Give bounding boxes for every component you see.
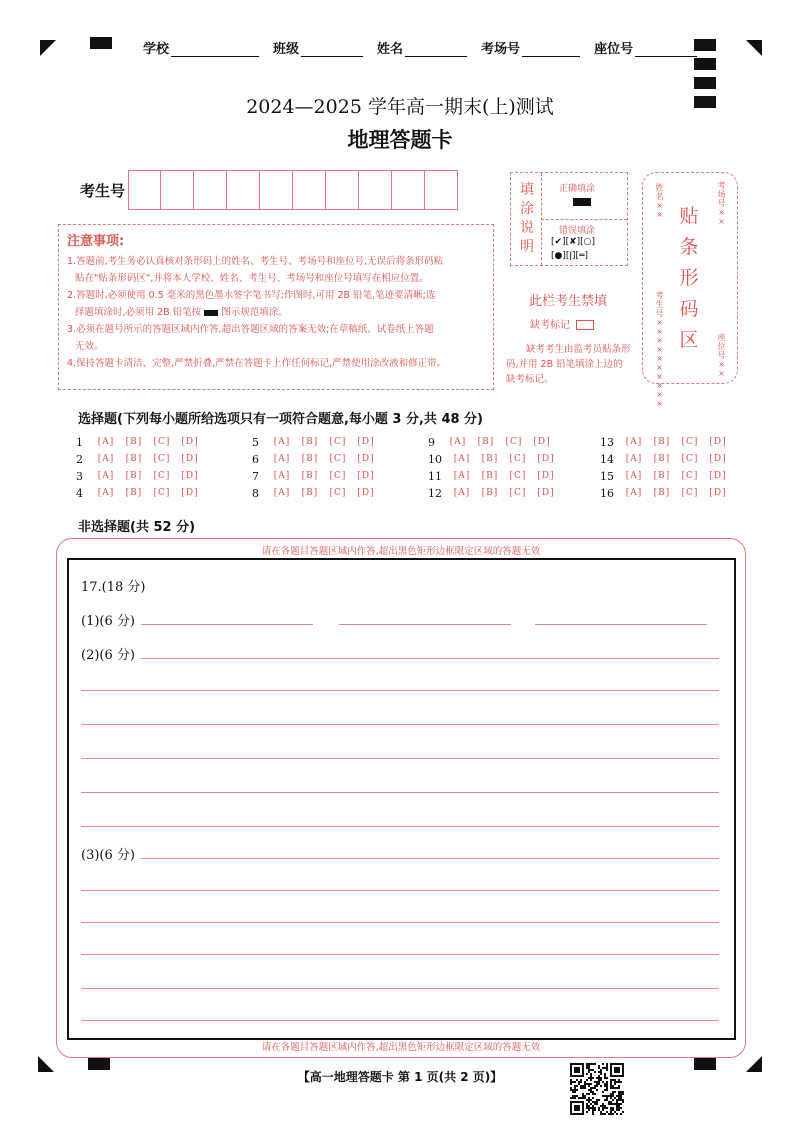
field-label: 姓名	[377, 42, 404, 57]
q17-part2-label: (2)(6 分)	[81, 648, 135, 663]
answer-line[interactable]	[81, 890, 719, 891]
choice-bubble[interactable]: [B]	[653, 488, 671, 498]
answer-line[interactable]	[81, 826, 719, 827]
corner-mark-tl	[40, 40, 56, 56]
choice-bubble[interactable]: [C]	[153, 454, 171, 464]
choice-bubble[interactable]: [C]	[329, 471, 347, 481]
notice-line: 择题填涂时,必须用 2B 铅笔按	[75, 307, 202, 318]
q17-part3-label: (3)(6 分)	[81, 848, 135, 863]
choice-bubble[interactable]: [A]	[453, 471, 471, 481]
question-number: 6	[252, 452, 259, 466]
answer-line[interactable]	[81, 792, 719, 793]
choice-bubble[interactable]: [A]	[449, 437, 467, 447]
choice-bubble[interactable]: [B]	[653, 454, 671, 464]
choice-bubble[interactable]: [B]	[125, 454, 143, 464]
answer-line[interactable]	[81, 690, 719, 691]
wrong-fill-icon: [✔][✘][○] [●][ǀ][═]	[551, 237, 596, 261]
choice-bubble[interactable]: [C]	[681, 471, 699, 481]
choice-bubble[interactable]: [A]	[625, 437, 643, 447]
timing-mark	[90, 37, 112, 49]
choice-bubble[interactable]: [B]	[481, 471, 499, 481]
absent-mark-label: 缺考标记	[530, 320, 570, 331]
choice-bubble[interactable]: [D]	[181, 471, 199, 481]
notice-box	[58, 224, 494, 390]
question-number: 3	[76, 469, 83, 483]
page-footer: 【高一地理答题卡 第 1 页(共 2 页)】	[297, 1070, 503, 1084]
mc-question-row	[428, 468, 560, 484]
choice-bubble[interactable]: [B]	[125, 488, 143, 498]
mc-question-row	[252, 451, 380, 467]
choice-bubble[interactable]: [C]	[153, 437, 171, 447]
choice-bubble[interactable]: [D]	[709, 437, 727, 447]
question-number: 7	[252, 469, 259, 483]
correct-fill-icon	[573, 198, 591, 206]
choice-bubble[interactable]: [C]	[509, 488, 527, 498]
choice-bubble[interactable]: [D]	[709, 454, 727, 464]
answer-line[interactable]	[141, 858, 719, 859]
choice-bubble[interactable]: [D]	[181, 437, 199, 447]
choice-bubble[interactable]: [B]	[125, 471, 143, 481]
choice-bubble[interactable]: [D]	[357, 471, 375, 481]
answer-line[interactable]	[339, 624, 511, 625]
choice-bubble[interactable]: [A]	[453, 488, 471, 498]
choice-bubble[interactable]: [C]	[153, 471, 171, 481]
choice-bubble[interactable]: [D]	[181, 454, 199, 464]
notice-title: 注意事项:	[67, 234, 125, 249]
choice-bubble[interactable]: [D]	[533, 437, 551, 447]
choice-bubble[interactable]: [B]	[477, 437, 495, 447]
answer-line[interactable]	[141, 658, 719, 659]
choice-bubble[interactable]: [B]	[653, 437, 671, 447]
mc-question-row	[600, 434, 732, 450]
question-number: 11	[428, 469, 442, 483]
question-number: 14	[600, 452, 614, 466]
choice-bubble[interactable]: [C]	[681, 437, 699, 447]
mc-question-row	[428, 434, 556, 450]
mc-question-row	[600, 451, 732, 467]
question-number: 16	[600, 486, 614, 500]
choice-bubble[interactable]: [C]	[509, 454, 527, 464]
barcode-title: 贴条形码区	[679, 205, 699, 351]
answer-line[interactable]	[81, 954, 719, 955]
choice-bubble[interactable]: [B]	[481, 488, 499, 498]
question-number: 8	[252, 486, 259, 500]
notice-line: 图示规范填涂。	[221, 307, 288, 318]
filled-mark-icon	[204, 310, 218, 316]
choice-bubble[interactable]: [C]	[505, 437, 523, 447]
barcode-student-no: 考生号××××××××××	[655, 291, 664, 408]
question-number: 15	[600, 469, 614, 483]
question-number: 4	[76, 486, 83, 500]
question-number: 9	[428, 435, 435, 449]
answer-line[interactable]	[81, 1020, 719, 1021]
absent-checkbox[interactable]	[576, 320, 594, 330]
choice-bubble[interactable]: [D]	[537, 488, 555, 498]
mc-question-row	[600, 485, 732, 501]
essay-section-title: 非选择题(共 52 分)	[78, 520, 196, 535]
school-field[interactable]	[143, 38, 259, 57]
notice-line: 4.保持答题卡清洁、完整,严禁折叠,严禁在答题卡上作任何标记,严禁使用涂改液和修正带。	[67, 358, 447, 369]
choice-bubble[interactable]: [B]	[301, 488, 319, 498]
page-title: 2024—2025 学年高一期末(上)测试	[246, 96, 554, 118]
barcode-area	[642, 172, 738, 408]
choice-bubble[interactable]: [C]	[681, 488, 699, 498]
mc-question-row	[428, 485, 560, 501]
choice-bubble[interactable]: [C]	[681, 454, 699, 464]
mc-question-row	[76, 434, 204, 450]
header-fields	[143, 38, 711, 57]
absent-note: 缺考考生由监考员贴条形码,并用 2B 铅笔填涂上边的缺考标记。	[506, 344, 631, 385]
notice-line: 无效。	[75, 341, 104, 352]
choice-bubble[interactable]: [B]	[653, 471, 671, 481]
barcode-exam-room: 考场号××	[717, 181, 726, 226]
barcode-name: 姓名××	[655, 183, 664, 219]
question-number: 10	[428, 452, 442, 466]
field-label: 班级	[273, 42, 300, 57]
choice-bubble[interactable]: [A]	[625, 471, 643, 481]
mc-question-row	[600, 468, 732, 484]
question-number: 2	[76, 452, 83, 466]
answer-line[interactable]	[81, 758, 719, 759]
barcode-seat: 座位号××	[717, 333, 726, 378]
answer-line[interactable]	[81, 724, 719, 725]
answer-line[interactable]	[81, 922, 719, 923]
mc-question-row	[428, 451, 560, 467]
q17-label: 17.(18 分)	[81, 580, 146, 595]
notice-line: 贴在"贴条形码区",并将本人学校、姓名、考生号、考场号和座位号填写在相应位置。	[75, 273, 429, 284]
q17-part1-label: (1)(6 分)	[81, 614, 135, 629]
question-number: 5	[252, 435, 259, 449]
student-id-boxes[interactable]	[128, 170, 458, 210]
wrong-fill-label: 错误填涂	[559, 226, 596, 236]
question-number: 1	[76, 435, 83, 449]
notice-line: 3.必须在题号所示的答题区域内作答,超出答题区域的答案无效;在草稿纸、试卷纸上答题	[67, 324, 434, 335]
question-number: 12	[428, 486, 442, 500]
name-field[interactable]	[377, 38, 467, 57]
choice-bubble[interactable]: [A]	[273, 471, 291, 481]
fill-guide	[510, 172, 628, 266]
choice-bubble[interactable]: [C]	[329, 488, 347, 498]
forbidden-label: 此栏考生禁填	[528, 294, 607, 309]
notice-line: 2.答题时,必须使用 0.5 毫米的黑色墨水签字笔书写;作图时,可用 2B 铅笔,笔迹要清晰;选	[67, 290, 436, 301]
absent-mark[interactable]	[530, 316, 594, 331]
choice-bubble[interactable]: [A]	[97, 454, 115, 464]
choice-bubble[interactable]: [A]	[625, 454, 643, 464]
fill-guide-label: 填涂说明	[520, 182, 534, 255]
choice-bubble[interactable]: [C]	[153, 488, 171, 498]
page-subtitle: 地理答题卡	[347, 128, 453, 152]
mc-question-row	[76, 485, 204, 501]
choice-bubble[interactable]: [A]	[97, 437, 115, 447]
timing-mark	[694, 58, 716, 70]
choice-bubble[interactable]: [D]	[357, 488, 375, 498]
choice-bubble[interactable]: [A]	[273, 488, 291, 498]
field-label: 学校	[143, 42, 170, 57]
notice-line: 1.答题前,考生务必认真核对条形码上的姓名、考生号、考场号和座位号,无误后将条形码粘	[67, 256, 444, 267]
choice-bubble[interactable]: [A]	[273, 454, 291, 464]
choice-bubble[interactable]: [A]	[97, 471, 115, 481]
choice-bubble[interactable]: [A]	[97, 488, 115, 498]
answer-line[interactable]	[141, 624, 313, 625]
choice-bubble[interactable]: [A]	[273, 437, 291, 447]
mc-question-row	[76, 451, 204, 467]
timing-mark	[694, 77, 716, 89]
choice-bubble[interactable]: [D]	[357, 454, 375, 464]
corner-mark-tr	[746, 40, 762, 56]
choice-bubble[interactable]: [A]	[625, 488, 643, 498]
choice-bubble[interactable]: [D]	[537, 454, 555, 464]
student-id-label: 考生号	[80, 182, 126, 200]
mc-question-row	[76, 468, 204, 484]
correct-fill-label: 正确填涂	[559, 184, 596, 194]
choice-bubble[interactable]: [D]	[357, 437, 375, 447]
area-warning-top: 请在各题目答题区域内作答,超出黑色矩形边框限定区域的答题无效	[261, 546, 541, 557]
choice-bubble[interactable]: [B]	[301, 437, 319, 447]
choice-bubble[interactable]: [B]	[125, 437, 143, 447]
seat-field[interactable]	[594, 38, 697, 57]
choice-bubble[interactable]: [B]	[301, 454, 319, 464]
area-warning-bottom: 请在各题目答题区域内作答,超出黑色矩形边框限定区域的答题无效	[261, 1042, 541, 1053]
qr-code-icon	[570, 1063, 624, 1115]
answer-box[interactable]	[67, 558, 736, 1040]
question-number: 13	[600, 435, 614, 449]
field-label: 座位号	[594, 42, 634, 57]
choice-bubble[interactable]: [D]	[181, 488, 199, 498]
mc-question-row	[252, 434, 380, 450]
mc-section-title: 选择题(下列每小题所给选项只有一项符合题意,每小题 3 分,共 48 分)	[78, 412, 483, 427]
class-field[interactable]	[273, 38, 363, 57]
mc-question-row	[252, 485, 380, 501]
choice-bubble[interactable]: [B]	[481, 454, 499, 464]
choice-bubble[interactable]: [C]	[329, 454, 347, 464]
mc-question-row	[252, 468, 380, 484]
answer-line[interactable]	[81, 988, 719, 989]
choice-bubble[interactable]: [D]	[709, 488, 727, 498]
answer-line[interactable]	[535, 624, 707, 625]
choice-bubble[interactable]: [C]	[509, 471, 527, 481]
choice-bubble[interactable]: [A]	[453, 454, 471, 464]
choice-bubble[interactable]: [D]	[537, 471, 555, 481]
choice-bubble[interactable]: [C]	[329, 437, 347, 447]
choice-bubble[interactable]: [B]	[301, 471, 319, 481]
field-label: 考场号	[481, 42, 521, 57]
choice-bubble[interactable]: [D]	[709, 471, 727, 481]
exam-room-field[interactable]	[481, 38, 580, 57]
